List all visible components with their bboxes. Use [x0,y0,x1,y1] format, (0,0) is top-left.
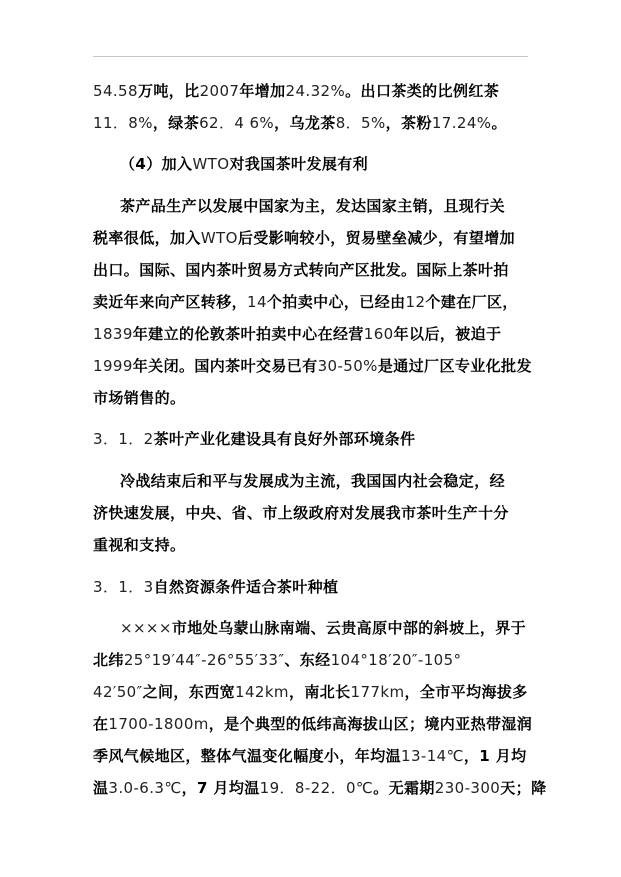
text-number: 230-300 [434,779,501,797]
paragraph-2-line-3 [93,259,509,283]
text: 是通过厂区专业化批发 [377,357,532,375]
text: 个建在厂区， [425,293,518,311]
text-number: 142km [235,683,289,701]
text: 万吨，比 [137,82,200,100]
paragraph-2-line-6 [93,355,532,379]
text-number: 104°18′20″-105° [330,651,462,669]
heading-text: 茶叶产业化建设具有良好外部环境条件 [153,430,416,448]
text: 在 [93,715,109,733]
paragraph-3-line-3 [93,534,185,558]
text: 。 [491,114,507,132]
text-number: 1700-1800m [108,715,209,733]
paragraph-4-line-2 [93,649,461,673]
paragraph-4-line-4 [93,713,532,737]
text-placeholder: ×××× [120,619,172,637]
text: 卖近年来向产区转移， [93,293,248,311]
paragraph-2-line-5 [93,323,501,347]
text: ，绿茶 [152,114,200,132]
text-number: 30-50% [317,357,378,375]
heading-prefix: （4）加入 [120,155,193,173]
heading-text: 对我国茶叶发展有利 [229,155,369,173]
paragraph-3-line-2 [93,502,509,526]
text: 温 [93,779,109,797]
text-number: 42′50″ [93,683,143,701]
text: 之间，东西宽 [142,683,235,701]
text: ，全市平均海拔多 [404,683,528,701]
text: ，是个典型的低纬高海拔山区；境内亚热带湿润 [208,715,533,733]
heading-wto: WTO [192,155,230,173]
paragraph-2-line-7 [93,387,185,411]
text: 季风气候地区，整体气温变化幅度小，年均温 [93,747,402,765]
heading-text: 自然资源条件适合茶叶种植 [153,578,339,596]
text-number: 11．8% [93,114,153,132]
text-number: 25°19′44″-26°55′33″ [123,651,285,669]
paragraph-4-line-3 [93,681,528,705]
text-number: 160 [363,325,394,343]
paragraph-4-line-5 [93,745,527,769]
text-number: WTO [200,229,238,247]
paragraph-3-line-1 [120,470,505,494]
text-number: 8．5% [335,114,386,132]
paragraph-2-line-1 [120,195,505,219]
text-number: 14 [247,293,267,311]
text: 。出口茶类的比例红茶 [345,82,500,100]
text-number: 12 [405,293,426,311]
section-heading-4 [120,153,368,177]
text: 税率很低，加入 [93,229,201,247]
text-number: 13-14℃ [401,747,464,765]
text: ，茶粉 [385,114,432,132]
text: 出口。国际、国内茶叶贸易方式转向产区批发。国际上茶叶拍 [93,261,509,279]
text-number: 24.32% [285,82,346,100]
text: 年以后，被迫于 [393,325,502,343]
text: ，7 月均温 [181,779,260,797]
text-number: 17.24% [431,114,492,132]
paragraph-1-line-2 [93,112,507,136]
paragraph-4-line-1 [120,617,526,641]
section-heading-3-1-2 [93,428,415,452]
paragraph-1-line-1 [93,80,499,104]
text: 年增加 [239,82,286,100]
text: 北纬 [93,651,124,669]
text-number: 1999 [93,357,133,375]
text: 天；降 [500,779,547,797]
heading-number: 3．1．2 [93,430,154,448]
text-number: 3.0-6.3℃ [108,779,182,797]
paragraph-2-line-4 [93,291,518,315]
text-number: 2007 [199,82,240,100]
text: 重视和支持。 [93,536,186,554]
paragraph-2-line-2 [93,227,515,251]
header-rule [93,56,528,57]
text: 市场销售的。 [93,389,186,407]
text: 市地处乌蒙山脉南端、云贵高原中部的斜坡上，界于 [171,619,527,637]
text-number: 54.58 [93,82,138,100]
heading-number: 3．1．3 [93,578,154,596]
paragraph-4-line-6 [93,777,546,801]
text-number: 19．8-22．0℃ [259,779,374,797]
text: 茶产品生产以发展中国家为主，发达国家主销，且现行关 [120,197,506,215]
text: 。无霜期 [373,779,435,797]
text: 冷战结束后和平与发展成为主流，我国国内社会稳定，经 [120,472,506,490]
text: ，南北长 [288,683,351,701]
text: 年建立的伦敦茶叶拍卖中心在经营 [132,325,364,343]
section-heading-3-1-3 [93,576,338,600]
text-number: 177km [350,683,405,701]
text: ，乌龙茶 [274,114,336,132]
text-number: 1839 [93,325,133,343]
text: 、东经 [284,651,331,669]
text: 个拍卖中心，已经由 [266,293,406,311]
text-number: 62．4 6% [199,114,275,132]
text: 后受影响较小，贸易壁垒减少，有望增加 [237,229,516,247]
text: 年关闭。国内茶叶交易已有 [132,357,318,375]
text: 济快速发展，中央、省、市上级政府对发展我市茶叶生产十分 [93,504,509,522]
text: ，1 月均 [463,747,527,765]
